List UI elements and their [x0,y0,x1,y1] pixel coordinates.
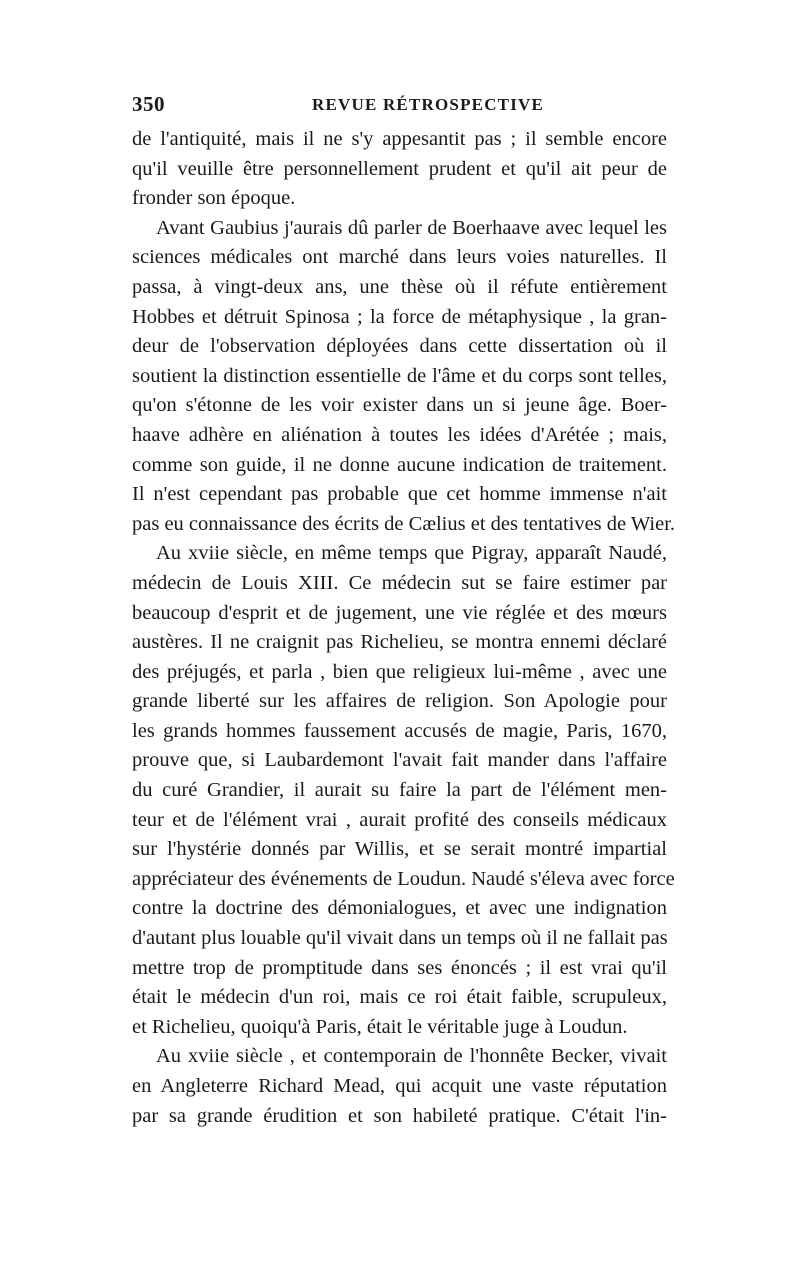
running-title: REVUE RÉTROSPECTIVE [312,95,545,114]
text-line: sur l'hystérie donnés par Willis, et se serait montré impartial [132,838,667,861]
text-line: passa, à vingt-deux ans, une thèse où il réfute entièrement [132,275,667,298]
text-line: sciences médicales ont marché dans leurs voies naturelles. Il [132,246,667,269]
text-line: contre la doctrine des démonialogues, et avec une indignation [132,897,667,920]
text-line: prouve que, si Laubardemont l'avait fait mander dans l'affaire [132,749,667,772]
paragraph-3 [132,539,675,1042]
paragraph-1 [132,125,667,214]
text-line: de l'antiquité, mais il ne s'y appesantit pas ; il semble encore [132,128,667,150]
text-line: du curé Grandier, il aurait su faire la part de l'élément men- [132,779,667,802]
text-line: comme son guide, il ne donne aucune indication de traitement. [132,453,667,476]
page-number: 350 [132,92,165,116]
text-line: d'autant plus louable qu'il vivait dans un temps où il ne fallait pas [132,927,668,950]
text-line: mettre trop de promptitude dans ses énoncés ; il est vrai qu'il [132,956,667,979]
text-line: austères. Il ne craignit pas Richelieu, se montra ennemi déclaré [132,631,667,654]
text-line: Hobbes et détruit Spinosa ; la force de métaphysique , la gran- [132,305,667,328]
text-line: fronder son époque. [132,187,296,210]
text-line: était le médecin d'un roi, mais ce roi était faible, scrupuleux, [132,986,667,1009]
text-line: qu'il veuille être personnellement prudent et qu'il ait peur de [132,157,667,180]
text-line: soutient la distinction essentielle de l'âme et du corps sont telles, [132,364,667,387]
text-line: appréciateur des événements de Loudun. Naudé s'éleva avec force [132,867,675,890]
paragraph-2 [132,214,676,540]
text-line: Il n'est cependant pas probable que cet homme immense n'ait [132,483,667,506]
paragraph-4 [132,1042,667,1131]
body-text [132,125,676,1131]
text-line: teur et de l'élément vrai , aurait profité des conseils médicaux [132,808,667,831]
text-line: médecin de Louis XIII. Ce médecin sut se faire estimer par [132,571,667,594]
text-line: haave adhère en aliénation à toutes les idées d'Arétée ; mais, [132,423,667,446]
text-line: Au xviie siècle , et contemporain de l'honnête Becker, vivait [156,1045,667,1068]
text-line: des préjugés, et parla , bien que religieux lui-même , avec une [132,660,667,683]
text-line: pas eu connaissance des écrits de Cælius et des tentatives de Wier. [132,512,676,535]
text-line: qu'on s'étonne de les voir exister dans un si jeune âge. Boer- [132,394,667,417]
text-line: par sa grande érudition et son habileté pratique. C'était l'in- [132,1104,667,1127]
page-header [0,92,800,122]
text-line: Avant Gaubius j'aurais dû parler de Boerhaave avec lequel les [156,216,667,239]
text-line: en Angleterre Richard Mead, qui acquit une vaste réputation [132,1075,667,1097]
text-line: Au xviie siècle, en même temps que Pigray, apparaît Naudé, [156,542,667,565]
text-line: grande liberté sur les affaires de religion. Son Apologie pour [132,690,667,713]
text-line: beaucoup d'esprit et de jugement, une vie réglée et des mœurs [132,601,667,624]
text-line: et Richelieu, quoiqu'à Paris, était le véritable juge à Loudun. [132,1015,628,1038]
text-line: les grands hommes faussement accusés de magie, Paris, 1670, [132,719,667,742]
text-line: deur de l'observation déployées dans cette dissertation où il [132,335,667,358]
